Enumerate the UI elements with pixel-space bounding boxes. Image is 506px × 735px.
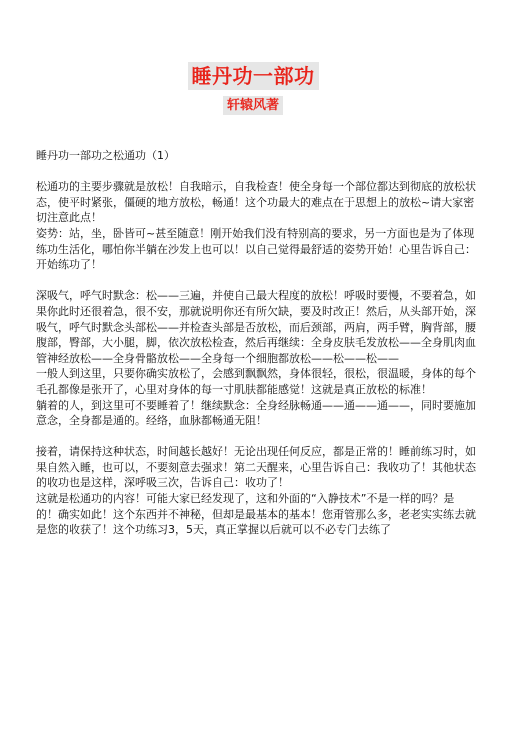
document-author: 轩辕风著 (223, 96, 283, 115)
paragraph: 姿势：站，坐，卧皆可~甚至随意！刚开始我们没有特别高的要求，另一方面也是为了体现练功生活化，哪怕你半躺在沙发上也可以！以自己觉得最舒适的姿势开始！心里告诉自己：开始练功了！ (36, 226, 476, 272)
document-title: 睡丹功一部功 (188, 62, 319, 90)
spacer (36, 273, 476, 289)
paragraph: 接着，请保持这种状态，时间越长越好！无论出现任何反应，都是正常的！睡前练习时，如果自然入睡，也可以，不要刻意去强求！第二天醒来，心里告诉自己：我收功了！其他状态的收功也是这样，深呼吸三次，告诉自己：收功了！ (36, 445, 476, 490)
title-block (0, 62, 506, 115)
paragraph: 这就是松通功的内容！可能大家已经发现了，这和外面的“入静技术”不是一样的吗？是的！确实如此！这个东西并不神秘，但却是最基本的基本！您甭管那么多，老老实实练去就是您的收获了！这个功练习3，5天，真正掌握以后就可以不必专门去练了 (36, 492, 476, 537)
paragraph: 躺着的人，到这里可不要睡着了！继续默念：全身经脉畅通——通——通——，同时要施加意念，全身都是通的。经络，血脉都畅通无阻！ (36, 398, 476, 428)
paragraph: 深吸气，呼气时默念：松——三遍，并使自己最大程度的放松！呼吸时要慢，不要着急，如果你此时还很着急，很不安，那就说明你还有所欠缺，要及时改正！然后，从头部开始，深吸气，呼气时默念头部松——并检查头部是否放松，而后颈部，两肩，两手臂，胸背部，腰腹部，臀部，大小腿，脚，依次放松检查，然后再继续：全身皮肤毛发放松——全身肌肉血管神经放松——全身骨骼放松——全身每一个细胞都放松——松——松—— (36, 289, 476, 365)
paragraph: 一般人到这里，只要你确实放松了，会感到飘飘然，身体很轻，很松，很温暖，身体的每个毛孔都像是张开了，心里对身体的每一寸肌肤都能感觉！这就是真正放松的标准！ (36, 367, 476, 396)
spacer (36, 429, 476, 445)
section-heading: 睡丹功一部功之松通功（1） (36, 149, 175, 162)
spacer (36, 164, 476, 180)
document-body (36, 148, 476, 538)
paragraph: 松通功的主要步骤就是放松！自我暗示，自我检查！使全身每一个部位都达到彻底的放松状态，使平时紧张，僵硬的地方放松，畅通！这个功最大的难点在于思想上的放松~请大家密切注意此点！ (36, 180, 476, 225)
